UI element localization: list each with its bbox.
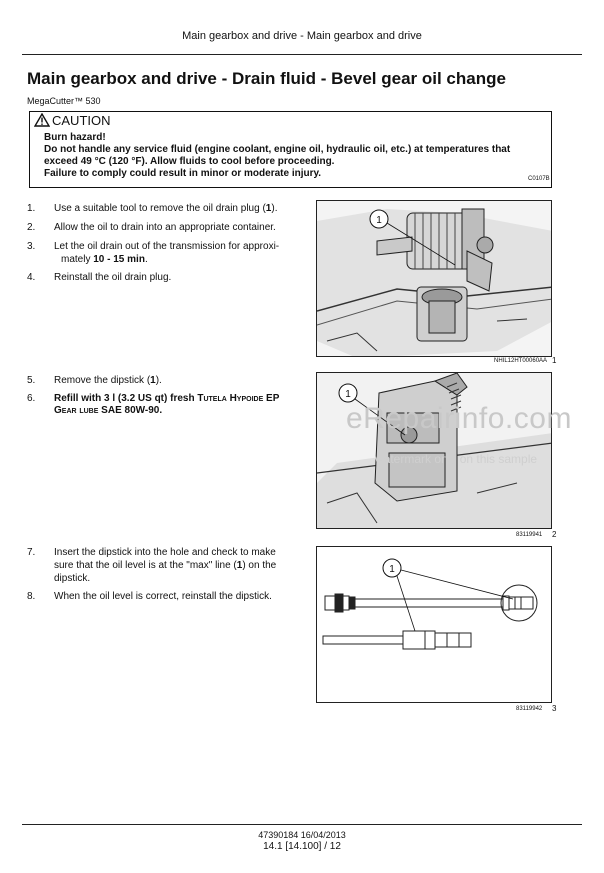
caution-reference: C0107B [528, 176, 550, 182]
figure-2-callout: 1 [345, 389, 351, 400]
caution-line: Failure to comply could result in minor or moderate injury. [44, 168, 322, 179]
warning-triangle-icon [34, 113, 50, 127]
step-text: Reinstall the oil drain plug. [54, 272, 172, 283]
footer-document-id: 47390184 16/04/2013 [258, 830, 346, 840]
figure-3-number: 3 [552, 704, 557, 713]
caution-line: Burn hazard! [44, 132, 106, 143]
step-text-continued: Gear lube SAE 80W-90. [54, 405, 163, 416]
model-label: MegaCutter™ 530 [27, 96, 101, 106]
watermark: eRepairinfo.com [346, 402, 572, 435]
step-text: Use a suitable tool to remove the oil drain plug (1). [54, 203, 278, 214]
footer-page-number: 14.1 [14.100] / 12 [263, 841, 341, 852]
dipstick-location-illustration [317, 373, 552, 529]
figure-3-dipstick-max-line [316, 546, 552, 703]
step-text: Insert the dipstick into the hole and check to make [54, 547, 276, 558]
step-text-continued: dipstick. [54, 573, 91, 584]
step-number: 4. [27, 272, 36, 283]
step-text: Let the oil drain out of the transmission for approxi- [54, 241, 280, 252]
step-text: Refill with 3 l (3.2 US qt) fresh Tutela Hypoide EP [54, 393, 280, 404]
figure-1-number: 1 [552, 356, 557, 365]
step-text-continued: sure that the oil level is at the "max" line (1) on the [54, 560, 277, 571]
watermark-subtitle: watermark only on this sample [375, 452, 538, 466]
running-header: Main gearbox and drive - Main gearbox and drive [182, 30, 422, 42]
step-text: Allow the oil to drain into an appropriate container. [54, 222, 276, 233]
step-text-continued: mately 10 - 15 min. [61, 254, 148, 265]
figure-1-drain-plug [316, 200, 552, 357]
figure-2-code: 83119941 [516, 532, 543, 538]
step-number: 3. [27, 241, 36, 252]
step-number: 5. [27, 375, 36, 386]
caution-heading [34, 113, 111, 128]
figure-3-callout: 1 [389, 564, 395, 575]
step-text: When the oil level is correct, reinstall the dipstick. [54, 591, 272, 602]
step-number: 6. [27, 393, 36, 404]
page-title: Main gearbox and drive - Drain fluid - Bevel gear oil change [27, 69, 506, 88]
dipstick-illustration [317, 547, 552, 703]
caution-text [44, 132, 544, 180]
step-number: 2. [27, 222, 36, 233]
figure-2-number: 2 [552, 530, 557, 539]
step-number: 1. [27, 203, 36, 214]
footer-rule [22, 824, 582, 825]
figure-3-code: 83119942 [516, 706, 543, 712]
figure-1-callout: 1 [376, 215, 382, 226]
figure-1-code: NHIL12HT00060AA [494, 358, 548, 364]
header-rule [22, 54, 582, 55]
step-number: 7. [27, 547, 36, 558]
caution-label: CAUTION [52, 113, 111, 128]
step-number: 8. [27, 591, 36, 602]
caution-line: Do not handle any service fluid (engine coolant, engine oil, hydraulic oil, etc.) at temperatures that [44, 144, 511, 155]
caution-line: exceed 49 °C (120 °F). Allow fluids to cool before proceeding. [44, 156, 335, 167]
gearbox-drain-illustration [317, 201, 552, 357]
figure-2-dipstick [316, 372, 552, 529]
step-text: Remove the dipstick (1). [54, 375, 162, 386]
